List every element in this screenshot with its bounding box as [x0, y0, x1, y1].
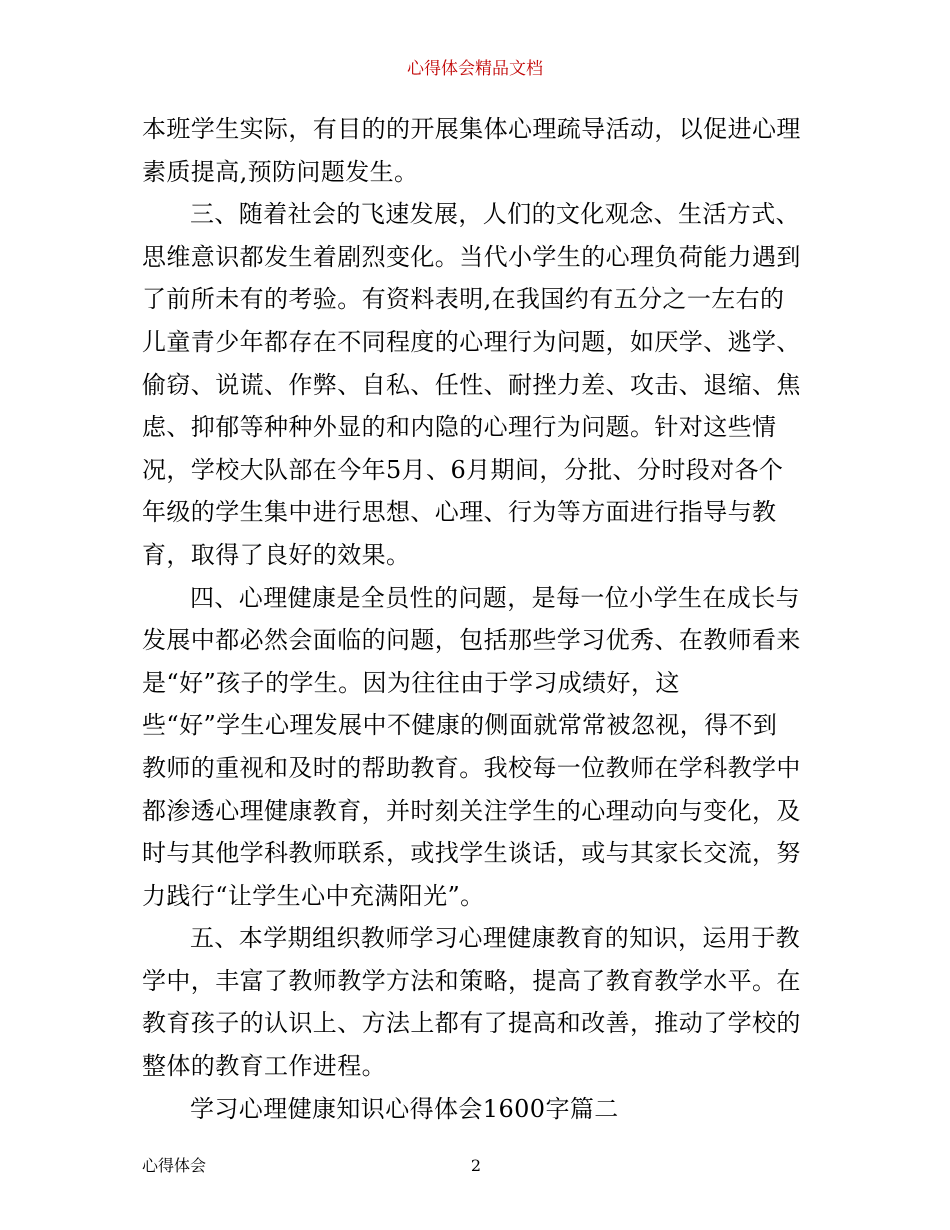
text-line: 都渗透心理健康教育，并时刻关注学生的心理动向与变化，及	[142, 796, 801, 825]
text-line: 思维意识都发生着剧烈变化。当代小学生的心理负荷能力遇到	[142, 242, 801, 271]
document-header: 心得体会精品文档	[407, 59, 543, 79]
text-line: 学中，丰富了教师教学方法和策略，提高了教育教学水平。在	[142, 966, 801, 995]
paragraph-start: 五、本学期组织教师学习心理健康教育的知识，运用于教	[190, 924, 800, 953]
text-line: 况，学校大队部在今年5月、6月期间，分批、分时段对各个	[142, 455, 784, 484]
text-line: 是“好”孩子的学生。因为往往由于学习成绩好，这	[142, 668, 680, 697]
text-line: 素质提高,预防问题发生。	[142, 157, 419, 186]
text-line: 儿童青少年都存在不同程度的心理行为问题，如厌学、逃学、	[142, 327, 801, 356]
text-line: 育，取得了良好的效果。	[142, 540, 411, 569]
text-line: 力践行“让学生心中充满阳光”。	[142, 881, 485, 910]
page-number: 2	[470, 1156, 482, 1175]
text-line: 偷窃、说谎、作弊、自私、任性、耐挫力差、攻击、退缩、焦	[142, 370, 801, 399]
text-line: 些“好”学生心理发展中不健康的侧面就常常被忽视，得不到	[142, 711, 778, 740]
section-heading: 学习心理健康知识心得体会1600字篇二	[190, 1094, 619, 1123]
text-line: 本班学生实际，有目的的开展集体心理疏导活动，以促进心理	[142, 115, 801, 143]
text-line: 教育孩子的认识上、方法上都有了提高和改善，推动了学校的	[142, 1009, 801, 1038]
document-body	[142, 108, 818, 1130]
text-line: 虑、抑郁等种种外显的和内隐的心理行为问题。针对这些情	[142, 413, 777, 442]
text-line: 整体的教育工作进程。	[142, 1052, 386, 1081]
text-line: 时与其他学科教师联系，或找学生谈话，或与其家长交流，努	[142, 839, 801, 868]
paragraph-start: 四、心理健康是全员性的问题，是每一位小学生在成长与	[190, 583, 800, 612]
text-line: 了前所未有的考验。有资料表明,在我国约有五分之一左右的	[142, 285, 785, 314]
text-line: 教师的重视和及时的帮助教育。我校每一位教师在学科教学中	[142, 753, 801, 782]
text-line: 发展中都必然会面临的问题，包括那些学习优秀、在教师看来	[142, 626, 801, 655]
footer-label: 心得体会	[142, 1156, 207, 1175]
paragraph-start: 三、随着社会的飞速发展，人们的文化观念、生活方式、	[190, 200, 800, 229]
text-line: 年级的学生集中进行思想、心理、行为等方面进行指导与教	[142, 498, 777, 527]
